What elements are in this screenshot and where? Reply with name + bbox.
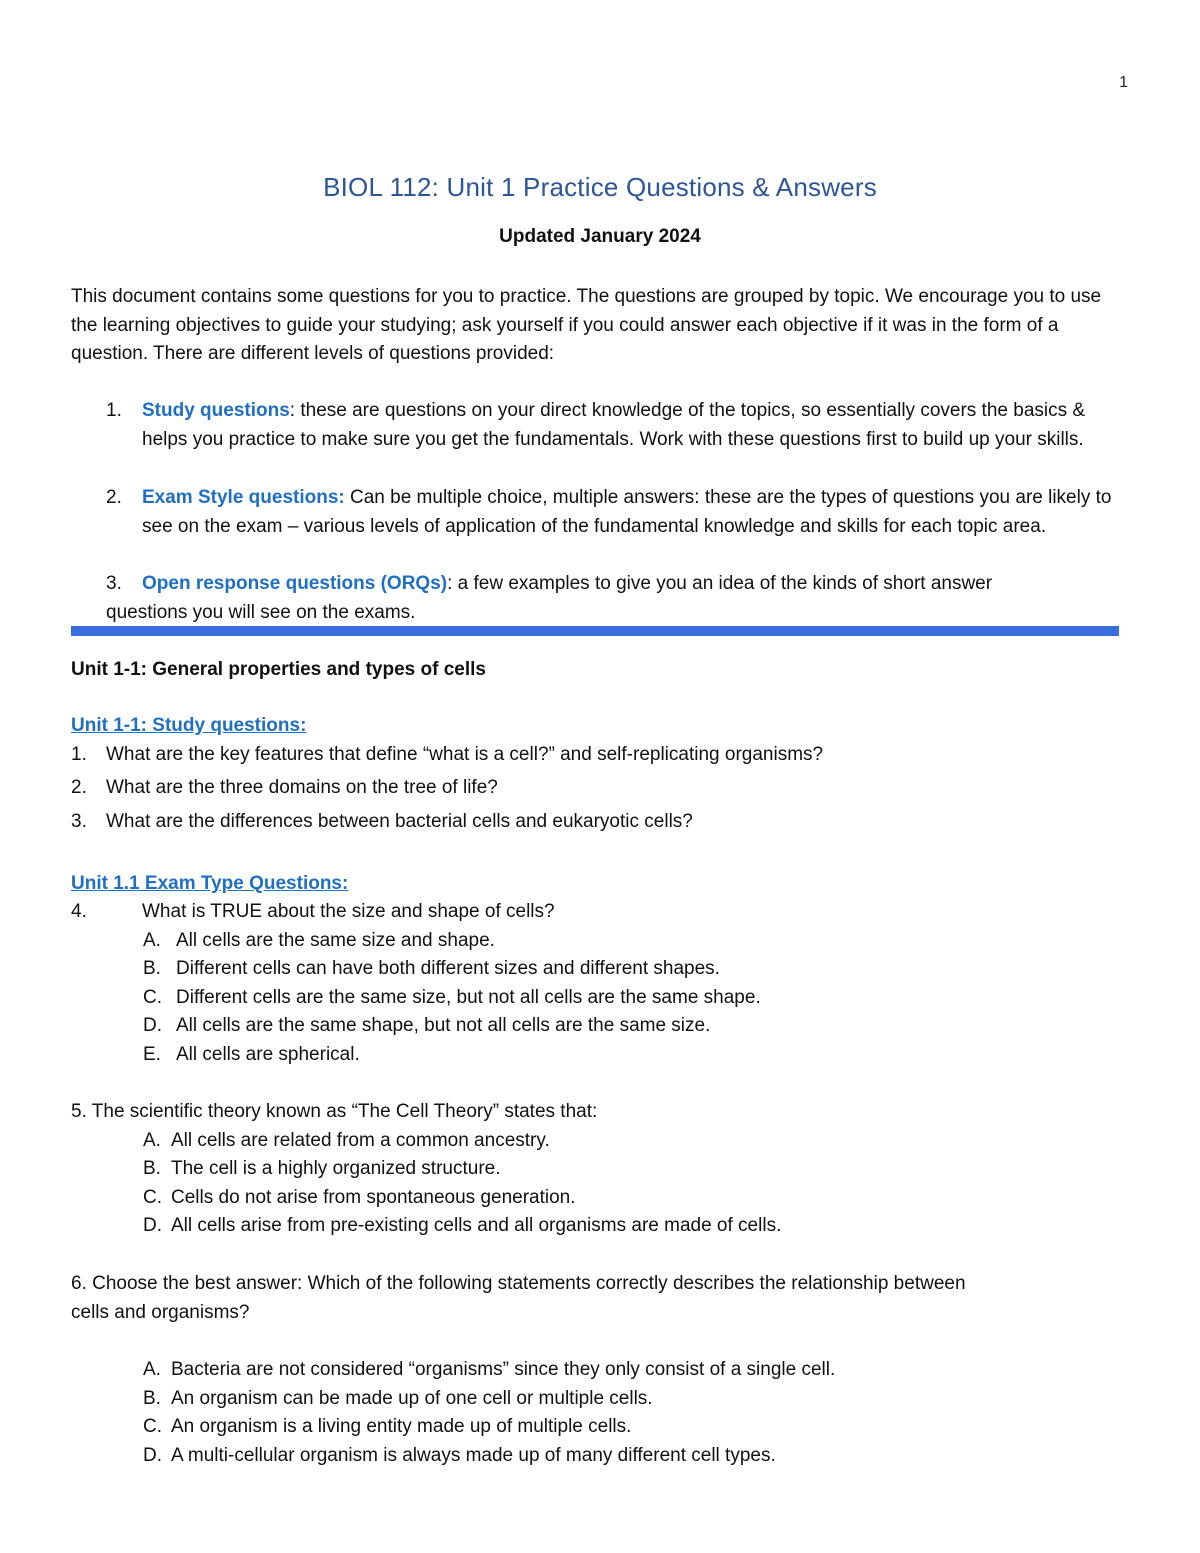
option-letter: C. bbox=[143, 987, 162, 1008]
level-label: Exam Style questions: bbox=[142, 487, 345, 508]
option-letter: A. bbox=[143, 1130, 161, 1151]
level-item-orq bbox=[106, 570, 1131, 623]
question-number: 3. bbox=[71, 811, 87, 832]
level-text: : a few examples to give you an idea of the kinds of short answer bbox=[447, 573, 993, 594]
document-title: BIOL 112: Unit 1 Practice Questions & Answers bbox=[323, 172, 877, 202]
level-number: 3. bbox=[106, 573, 122, 594]
section-title: Unit 1-1: General properties and types of cells bbox=[71, 659, 486, 680]
updated-date: Updated January 2024 bbox=[499, 226, 701, 247]
option-text: All cells are spherical. bbox=[176, 1044, 360, 1065]
option-text: A multi-cellular organism is always made up of many different cell types. bbox=[171, 1445, 776, 1466]
question-text: What are the three domains on the tree of life? bbox=[106, 777, 498, 798]
option-letter: B. bbox=[143, 1158, 161, 1179]
level-label: Study questions bbox=[142, 400, 290, 421]
option-text: All cells are the same shape, but not all cells are the same size. bbox=[176, 1015, 711, 1036]
section-divider bbox=[71, 626, 1119, 636]
exam-question-5: 5. The scientific theory known as “The Cell Theory” states that: bbox=[71, 1101, 598, 1122]
option-letter: B. bbox=[143, 958, 161, 979]
option-letter: D. bbox=[143, 1215, 162, 1236]
level-text-continued: questions you will see on the exams. bbox=[106, 601, 416, 623]
exam-question-6: 6. Choose the best answer: Which of the following statements correctly describes the relationship between bbox=[71, 1273, 966, 1294]
level-text: Can be multiple choice, multiple answers: these are the types of questions you are likely to see on the exam – various levels of application of the fundamental knowledge and skills for each topic area. bbox=[142, 487, 1112, 537]
option-text: Different cells are the same size, but not all cells are the same shape. bbox=[176, 987, 761, 1008]
option-text: An organism is a living entity made up of multiple cells. bbox=[171, 1416, 632, 1437]
page-number: 1 bbox=[1119, 74, 1128, 91]
study-questions-heading[interactable]: Unit 1-1: Study questions: bbox=[71, 715, 307, 736]
question-number: 2. bbox=[71, 777, 87, 798]
option-text: An organism can be made up of one cell or multiple cells. bbox=[171, 1388, 653, 1409]
level-number: 2. bbox=[106, 487, 122, 508]
option-text: Different cells can have both different sizes and different shapes. bbox=[176, 958, 720, 979]
option-text: All cells are the same size and shape. bbox=[176, 930, 495, 951]
level-label: Open response questions (ORQs) bbox=[142, 573, 448, 594]
option-text: All cells are related from a common ancestry. bbox=[171, 1130, 550, 1151]
level-text: : these are questions on your direct knowledge of the topics, so essentially covers the basics & helps you practice to make sure you get the fundamentals. Work with these questions first to build up your skills. bbox=[142, 400, 1086, 450]
question-text: What are the differences between bacterial cells and eukaryotic cells? bbox=[106, 811, 693, 832]
option-letter: E. bbox=[143, 1044, 161, 1065]
option-letter: C. bbox=[143, 1416, 162, 1437]
exam-question-6-continued: cells and organisms? bbox=[71, 1302, 250, 1323]
intro-paragraph: This document contains some questions for you to practice. The questions are grouped by topic. We encourage you to use the learning objectives to guide your studying; ask yourself if you could answer each objective if it was in the form of a question. There are different levels of questions provided: bbox=[71, 286, 1102, 365]
question-number: 1. bbox=[71, 744, 87, 765]
option-letter: D. bbox=[143, 1445, 162, 1466]
level-number: 1. bbox=[106, 400, 122, 421]
level-item-exam-style bbox=[106, 484, 1131, 541]
option-letter: A. bbox=[143, 1359, 161, 1380]
question-number: 4. bbox=[71, 901, 87, 922]
option-text: Cells do not arise from spontaneous generation. bbox=[171, 1187, 576, 1208]
option-letter: B. bbox=[143, 1388, 161, 1409]
level-item-study bbox=[106, 397, 1131, 454]
option-letter: A. bbox=[143, 930, 161, 951]
option-text: All cells arise from pre-existing cells and all organisms are made of cells. bbox=[171, 1215, 782, 1236]
option-letter: C. bbox=[143, 1187, 162, 1208]
question-text: What are the key features that define “what is a cell?” and self-replicating organisms? bbox=[106, 744, 824, 765]
option-text: The cell is a highly organized structure. bbox=[171, 1158, 501, 1179]
option-text: Bacteria are not considered “organisms” since they only consist of a single cell. bbox=[171, 1359, 836, 1380]
question-text: What is TRUE about the size and shape of cells? bbox=[142, 901, 555, 922]
exam-questions-heading[interactable]: Unit 1.1 Exam Type Questions: bbox=[71, 873, 349, 894]
option-letter: D. bbox=[143, 1015, 162, 1036]
